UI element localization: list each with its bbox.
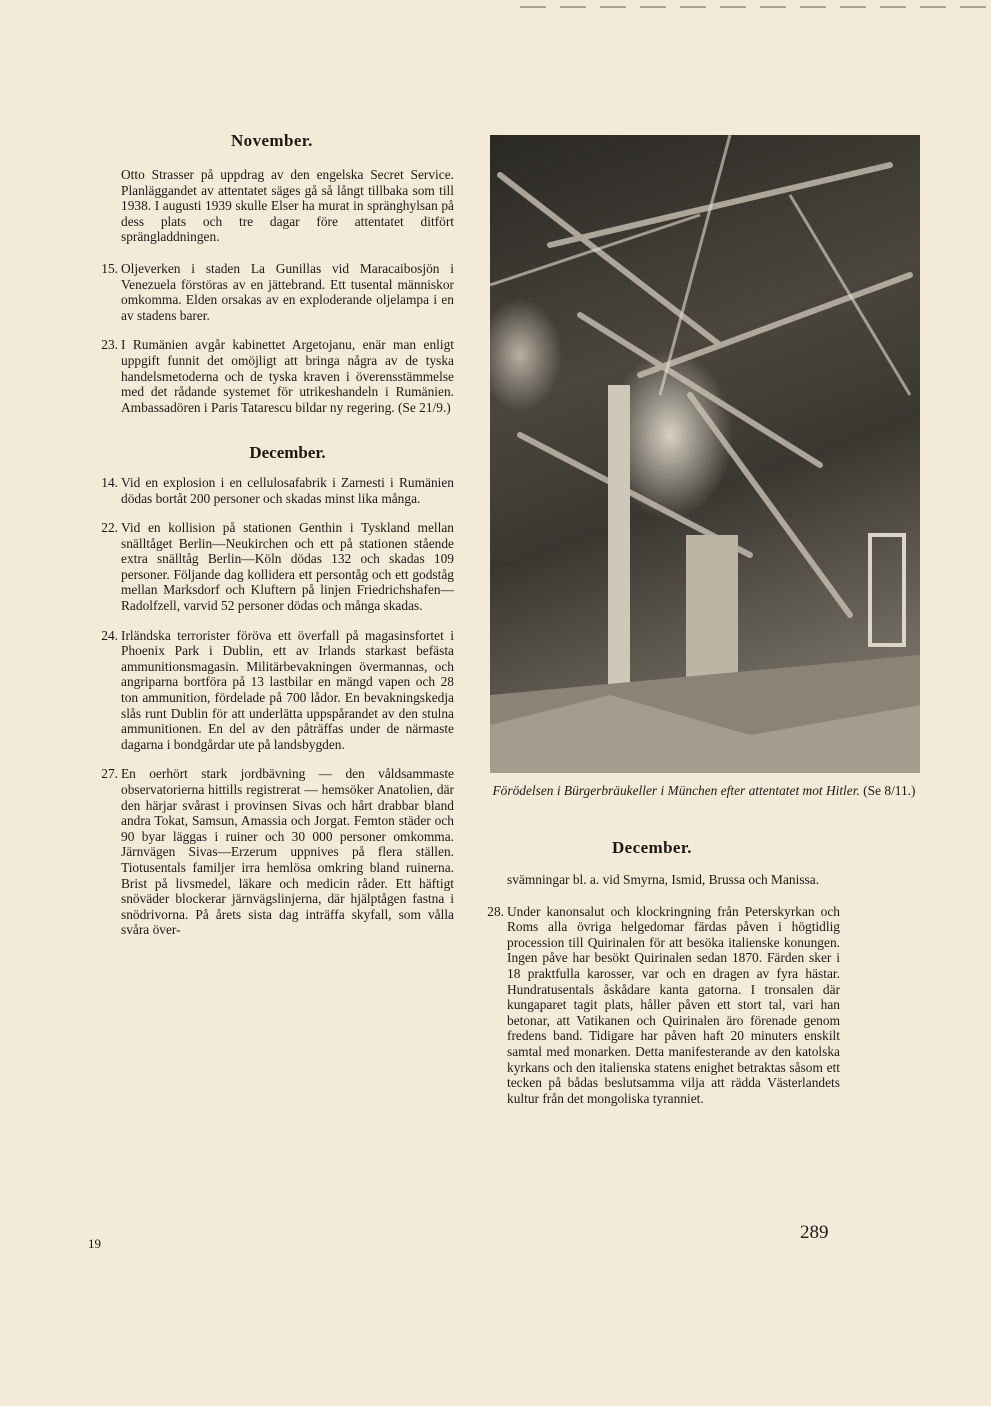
entry-date: 24. bbox=[101, 627, 118, 643]
december-entry bbox=[94, 475, 454, 506]
november-entry bbox=[94, 261, 454, 323]
caption-reference: (Se 8/11.) bbox=[863, 783, 916, 798]
entry-text: Under kanonsalut och klockringning från Peterskyrkan och Roms alla övriga helgedomar färdas påven i högtidlig procession till Quirinalen för att besöka italienske konungen. Ingen påve har besökt Quirinalen sedan 1870. Färden sker i 18 praktfulla karosser, var och en dragen av fyra hästar. Hundratusentals åskådare kanta gatorna. I tronsalen där kungaparet tagit plats, håller påven ett stort tal, vari han betonar, att Vatikanen och Quirinalen äro förenade genom fredens band. Tidigare har påven haft 20 minuters enskilt samtal med monarken. Detta manifesterande av den katolska kyrkans och den italienska statens enighet betraktas såsom ett tecken på bådas beslutsamma vilja att rädda Västerlandets kultur från det mongoliska tyranniet. bbox=[507, 903, 840, 1106]
left-column bbox=[94, 167, 454, 952]
entry-date: 28. bbox=[487, 903, 504, 919]
right-column bbox=[480, 872, 840, 1120]
entry-text: Vid en explosion i en cellulosafabrik i Zarnesti i Rumänien dödas bortåt 200 personer och skadas minst lika många. bbox=[121, 474, 454, 506]
signature-number: 19 bbox=[88, 1236, 101, 1251]
entry-date: 22. bbox=[101, 520, 118, 536]
entry-text: En oerhört stark jordbävning — den våldsammaste observatorierna hittills registrerat — hemsöker Anatolien, där den härjar svårast i provinsen Sivas och hårt drabbar bland andra Tokat, Samsun, Amassia och Jorgat. Femton städer och 90 byar läggas i ruiner och 30 000 personer omkomma. Järnvägen Sivas—Erzerum uppnives på flera ställen. Tiotusentals familjer irra hemlösa omkring bland ruinerna. Brist på livsmedel, läkare och medicin råder. Ett häftigt snöväder blockerar järnvägslinjerna, där hjälptågen fastna i snödrivorna. På årets sista dag inträffa skyfall, som vålla svåra över- bbox=[121, 766, 454, 938]
entry-text: Irländska terrorister föröva ett överfall på magasinsfortet i Phoenix Park i Dublin, ett av Irlands starkast befästa ammunitionsmagasin. Militärbevakningen övermannas, och angriparna bortföra på 13 lastbilar en mängd vapen och 28 ton ammunition, fördelade på 700 lådor. En bevakningskedja slås runt Dublin för att underlätta uppspårandet av den stulna ammunitionen. En del av den påträffas under de närmaste dagarna i bondgårdar ute på landsbygden. bbox=[121, 627, 454, 752]
december-heading: December. bbox=[249, 443, 326, 463]
entry-date: 27. bbox=[101, 766, 118, 782]
entry-date: 15. bbox=[101, 260, 118, 276]
entry-text: Oljeverken i staden La Gunillas vid Maracaibosjön i Venezuela förstöras av en jättebrand. Ett tusental människor omkomma. Elden orsakas av en exploderande oljelampa i en av stadens barer. bbox=[121, 260, 454, 323]
page-number: 289 bbox=[800, 1222, 829, 1243]
november-heading: November. bbox=[231, 131, 313, 150]
top-rule bbox=[520, 6, 990, 8]
ruins-photograph-art bbox=[490, 135, 920, 773]
december-entry bbox=[94, 766, 454, 938]
december-entry bbox=[480, 904, 840, 1107]
december-entry bbox=[94, 628, 454, 753]
december-continuation: svämningar bl. a. vid Smyrna, Ismid, Brussa och Manissa. bbox=[507, 872, 820, 887]
caption-text: Förödelsen i Bürgerbräukeller i München efter attentatet mot Hitler. bbox=[492, 783, 860, 798]
entry-date: 14. bbox=[101, 474, 118, 490]
ruins-photograph bbox=[490, 135, 920, 773]
entry-text: I Rumänien avgår kabinettet Argetojanu, enär man enligt uppgift funnit det omöjligt att bringa några av de tyska handelsmetoderna och de tyska kraven i överensstämmelse med det rådande systemet för utrikeshandeln i Rumänien. Ambassadören i Paris Tatarescu bildar ny regering. (Se 21/9.) bbox=[121, 337, 454, 415]
november-continuation: Otto Strasser på uppdrag av den engelska Secret Service. Planläggandet av attentatet säges gå så långt tillbaka som till 1938. I augusti 1939 skulle Elser ha murat in spränghylsan på dess plats och tre dagar före attentatet ditfört sprängladdningen. bbox=[121, 167, 454, 245]
entry-text: Vid en kollision på stationen Genthin i Tyskland mellan snälltåget Berlin—Neukirchen och ett på stationen stående extra snälltåg Berlin—Köln dödas 132 och skadas 109 personer. Följande dag kollidera ett persontåg och ett godståg mellan Marksdorf och Kluftern på linjen Friedrichshafen—Radolfzell, varvid 52 personer dödas och många skadas. bbox=[121, 520, 454, 614]
photo-caption bbox=[483, 783, 925, 799]
december-right-heading: December. bbox=[612, 838, 692, 857]
november-entry bbox=[94, 337, 454, 415]
entry-date: 23. bbox=[101, 337, 118, 353]
december-entry bbox=[94, 520, 454, 614]
